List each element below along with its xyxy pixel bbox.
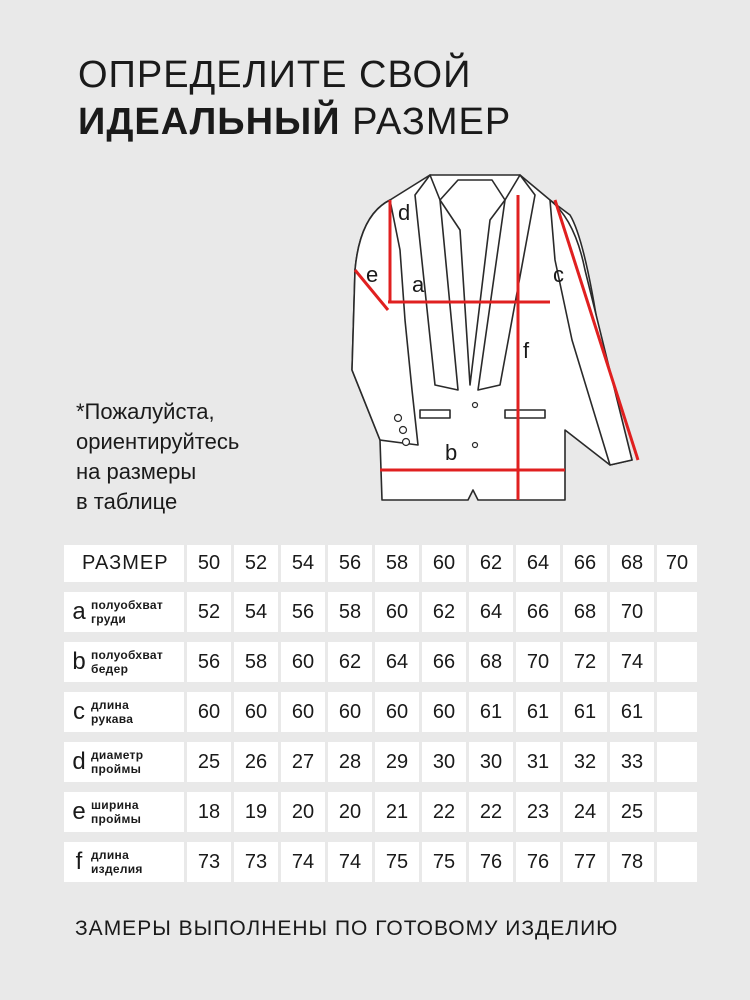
table-cell	[657, 592, 697, 632]
size-header: 68	[610, 545, 654, 582]
note-line: на размеры	[76, 459, 197, 484]
row-description: полуобхват груди	[91, 598, 164, 626]
table-cell: 74	[281, 842, 325, 882]
table-cell: 72	[563, 642, 607, 682]
note-line: ориентируйтесь	[76, 429, 240, 454]
label-d: d	[398, 200, 411, 225]
row-description: диаметр проймы	[91, 748, 144, 776]
table-cell: 58	[328, 592, 372, 632]
table-cell: 60	[281, 692, 325, 732]
table-cell: 66	[422, 642, 466, 682]
size-header: 54	[281, 545, 325, 582]
table-cell: 19	[234, 792, 278, 832]
jacket-measurement-diagram	[340, 160, 640, 510]
table-cell: 56	[187, 642, 231, 682]
table-cell: 70	[610, 592, 654, 632]
table-cell	[657, 742, 697, 782]
title-line-1: ОПРЕДЕЛИТЕ СВОЙ	[78, 54, 472, 96]
row-description: ширина проймы	[91, 798, 142, 826]
table-cell: 70	[516, 642, 560, 682]
size-header: 60	[422, 545, 466, 582]
table-cell: 64	[375, 642, 419, 682]
table-cell: 26	[234, 742, 278, 782]
table-cell: 24	[563, 792, 607, 832]
table-cell	[657, 692, 697, 732]
right-pocket	[505, 410, 545, 418]
table-cell: 18	[187, 792, 231, 832]
size-note	[76, 397, 239, 517]
table-cell: 20	[328, 792, 372, 832]
table-cell: 61	[469, 692, 513, 732]
table-cell: 27	[281, 742, 325, 782]
table-cell: 60	[187, 692, 231, 732]
table-cell: 32	[563, 742, 607, 782]
table-cell: 33	[610, 742, 654, 782]
cuff-button	[395, 415, 402, 422]
front-button	[473, 403, 478, 408]
table-cell: 74	[328, 842, 372, 882]
table-cell: 73	[234, 842, 278, 882]
note-line: в таблице	[76, 489, 178, 514]
row-letter: d	[72, 748, 86, 775]
table-cell: 30	[422, 742, 466, 782]
footer-note: ЗАМЕРЫ ВЫПОЛНЕНЫ ПО ГОТОВОМУ ИЗДЕЛИЮ	[75, 917, 619, 940]
label-f: f	[523, 338, 530, 363]
table-cell: 30	[469, 742, 513, 782]
table-cell: 64	[469, 592, 513, 632]
table-cell: 22	[469, 792, 513, 832]
table-cell: 60	[281, 642, 325, 682]
label-b: b	[445, 440, 458, 465]
row-letter: e	[72, 798, 86, 825]
table-cell: 28	[328, 742, 372, 782]
label-c: c	[553, 262, 564, 287]
label-a: a	[412, 272, 425, 297]
cuff-button	[403, 439, 410, 446]
row-label	[64, 842, 184, 882]
size-header: 70	[657, 545, 697, 582]
table-cell: 60	[328, 692, 372, 732]
table-cell: 77	[563, 842, 607, 882]
table-cell: 31	[516, 742, 560, 782]
table-cell	[657, 842, 697, 882]
table-cell: 74	[610, 642, 654, 682]
table-cell: 61	[610, 692, 654, 732]
table-cell: 62	[422, 592, 466, 632]
table-cell: 75	[375, 842, 419, 882]
row-label	[64, 742, 184, 782]
title-normal-word: РАЗМЕР	[352, 101, 512, 143]
table-cell: 73	[187, 842, 231, 882]
row-letter: c	[73, 698, 85, 725]
table-cell: 76	[469, 842, 513, 882]
size-header: 62	[469, 545, 513, 582]
row-letter: f	[75, 848, 83, 875]
size-table	[64, 545, 700, 892]
table-cell: 62	[328, 642, 372, 682]
size-header: 56	[328, 545, 372, 582]
note-line: *Пожалуйста,	[76, 399, 215, 424]
size-header: 52	[234, 545, 278, 582]
table-body	[64, 592, 700, 882]
table-cell: 60	[375, 692, 419, 732]
table-cell: 25	[610, 792, 654, 832]
title-line-2	[78, 99, 511, 146]
table-cell: 25	[187, 742, 231, 782]
table-cell: 21	[375, 792, 419, 832]
table-cell	[657, 792, 697, 832]
table-row	[64, 692, 700, 732]
cuff-button	[400, 427, 407, 434]
size-header: 64	[516, 545, 560, 582]
table-cell: 60	[375, 592, 419, 632]
table-cell: 58	[234, 642, 278, 682]
table-row	[64, 642, 700, 682]
table-cell: 61	[516, 692, 560, 732]
label-e: e	[366, 262, 379, 287]
row-label	[64, 792, 184, 832]
table-row	[64, 792, 700, 832]
row-label	[64, 642, 184, 682]
table-cell: 61	[563, 692, 607, 732]
table-cell: 20	[281, 792, 325, 832]
table-cell: 23	[516, 792, 560, 832]
table-cell: 66	[516, 592, 560, 632]
table-cell: 56	[281, 592, 325, 632]
table-cell: 76	[516, 842, 560, 882]
table-row	[64, 842, 700, 882]
table-row	[64, 742, 700, 782]
row-letter: a	[72, 598, 86, 625]
front-button	[473, 443, 478, 448]
table-cell: 29	[375, 742, 419, 782]
table-cell: 78	[610, 842, 654, 882]
row-label	[64, 692, 184, 732]
table-cell: 60	[234, 692, 278, 732]
title-bold-word: ИДЕАЛЬНЫЙ	[78, 101, 341, 143]
page-title	[78, 52, 511, 146]
left-pocket	[420, 410, 450, 418]
size-header: 50	[187, 545, 231, 582]
row-label	[64, 592, 184, 632]
table-cell: 68	[563, 592, 607, 632]
table-cell	[657, 642, 697, 682]
table-cell: 22	[422, 792, 466, 832]
table-cell: 54	[234, 592, 278, 632]
size-header: 66	[563, 545, 607, 582]
row-description: длина рукава	[91, 698, 134, 726]
table-row	[64, 592, 700, 632]
row-letter: b	[72, 648, 86, 675]
row-description: длина изделия	[91, 848, 143, 876]
table-cell: 68	[469, 642, 513, 682]
table-cell: 75	[422, 842, 466, 882]
row-description: полуобхват бедер	[91, 648, 164, 676]
size-header: 58	[375, 545, 419, 582]
table-cell: 60	[422, 692, 466, 732]
size-header-label: РАЗМЕР	[64, 545, 184, 582]
table-cell: 52	[187, 592, 231, 632]
table-header-row	[64, 545, 700, 582]
